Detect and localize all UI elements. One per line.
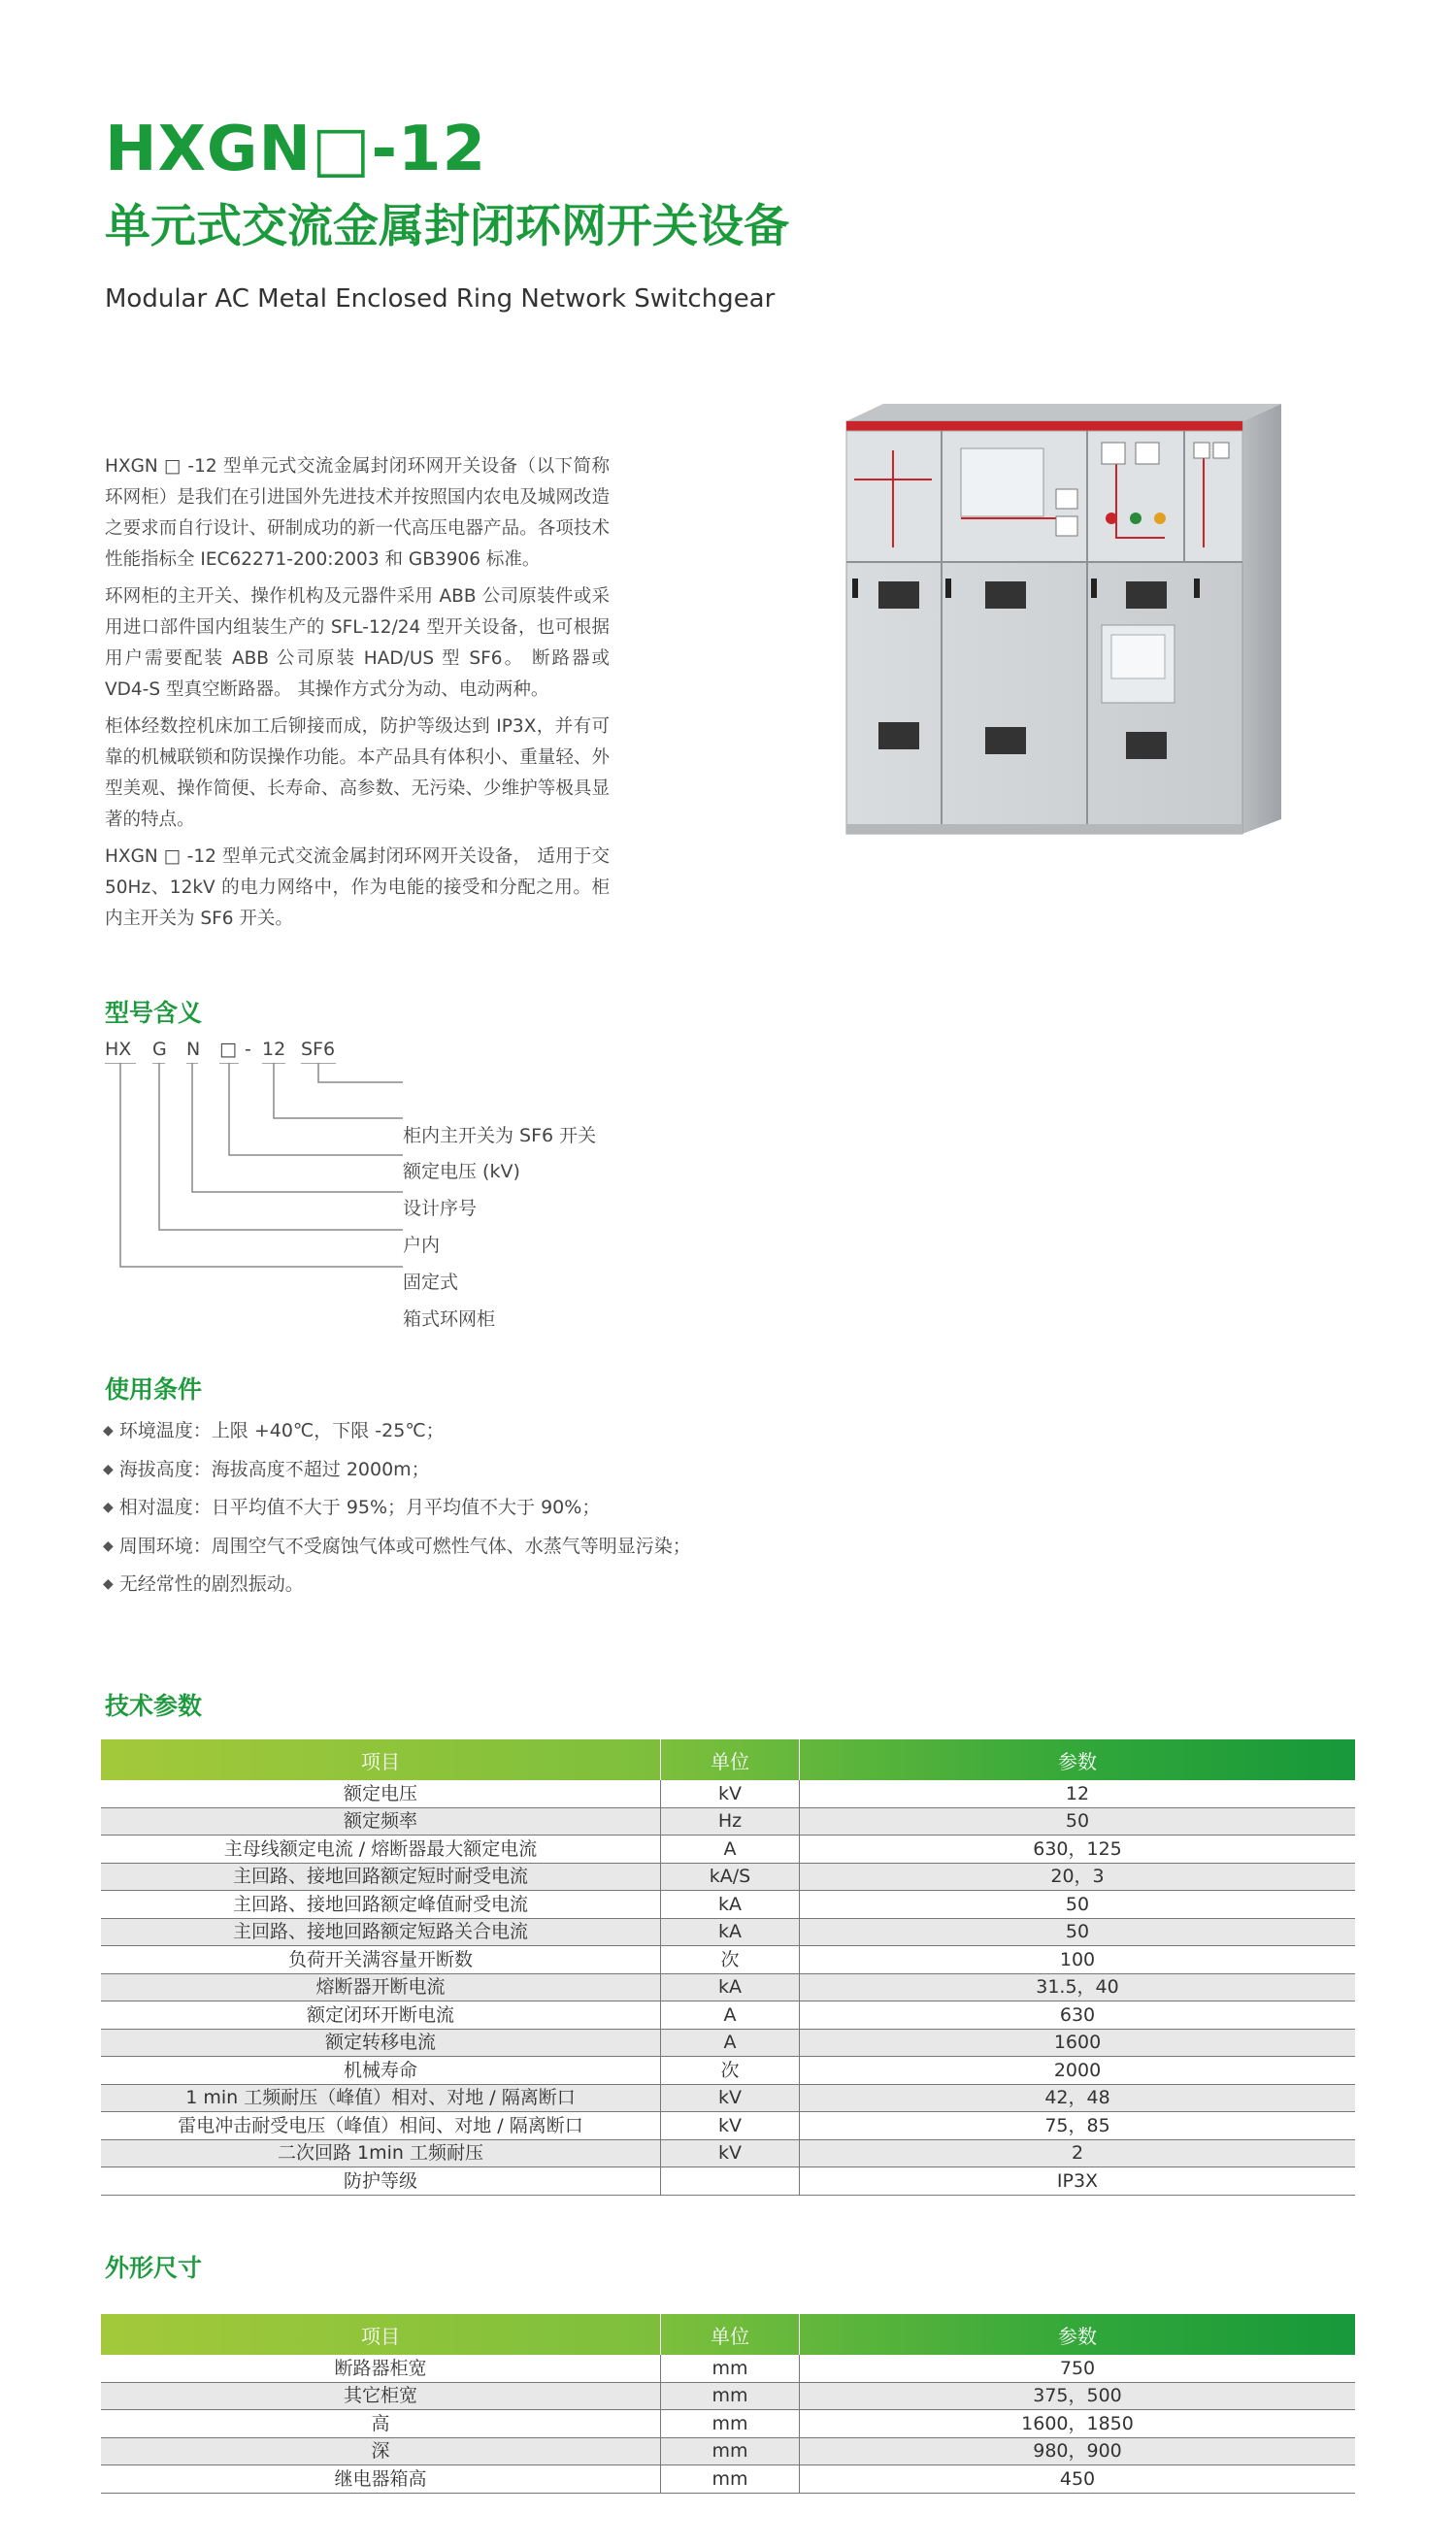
table-row — [101, 2057, 1355, 2085]
bullet-diamond-icon: ◆ — [103, 1576, 114, 1592]
column-header: 单位 — [661, 1739, 800, 1780]
table-cell: 次 — [661, 2057, 800, 2085]
table-row — [101, 2139, 1355, 2167]
table-row — [101, 2112, 1355, 2140]
code-part: HX — [105, 1039, 132, 1060]
table-cell: mm — [661, 2410, 800, 2438]
table-cell: 额定闭环开断电流 — [101, 2001, 661, 2030]
list-item: ◆ 海拔高度：海拔高度不超过 2000m； — [103, 1458, 430, 1480]
code-part: N — [186, 1039, 201, 1060]
table-row — [101, 2410, 1355, 2438]
dimensions-heading: 外形尺寸 — [105, 2254, 203, 2282]
table-cell: 375，500 — [800, 2382, 1356, 2410]
table-row — [101, 1973, 1355, 2001]
tech-params-heading: 技术参数 — [105, 1692, 203, 1720]
table-row — [101, 2382, 1355, 2410]
table-row — [101, 1946, 1355, 1974]
code-part: □ — [219, 1039, 237, 1060]
list-item: ◆ 周围环境：周围空气不受腐蚀气体或可燃性气体、水蒸气等明显污染； — [103, 1535, 691, 1557]
bullet-diamond-icon: ◆ — [103, 1538, 114, 1554]
table-cell: kA — [661, 1973, 800, 2001]
table-cell: 机械寿命 — [101, 2057, 661, 2085]
code-part: G — [152, 1039, 167, 1060]
column-header: 项目 — [361, 2324, 400, 2348]
table-cell: 100 — [800, 1946, 1356, 1974]
table-cell: 主回路、接地回路额定峰值耐受电流 — [101, 1891, 661, 1919]
table-cell: kV — [661, 2139, 800, 2167]
table-cell: 雷电冲击耐受电压（峰值）相间、对地 / 隔离断口 — [101, 2112, 661, 2140]
dimensions-table — [101, 2314, 1355, 2494]
table-row — [101, 1836, 1355, 1864]
table-cell: A — [661, 1836, 800, 1864]
table-cell: Hz — [661, 1807, 800, 1836]
table-row — [101, 2437, 1355, 2465]
column-header: 参数 — [1058, 2324, 1097, 2348]
column-header: 单位 — [661, 2314, 800, 2355]
table-cell: 450 — [800, 2465, 1356, 2494]
table-cell: 42，48 — [800, 2084, 1356, 2112]
table-row — [101, 2355, 1355, 2382]
table-cell: 2 — [800, 2139, 1356, 2167]
table-cell: kA/S — [661, 1863, 800, 1891]
table-cell: 50 — [800, 1807, 1356, 1836]
table-cell: 额定频率 — [101, 1807, 661, 1836]
model-meaning-item: 设计序号 — [403, 1198, 478, 1219]
product-title-en: Modular AC Metal Enclosed Ring Network Switchgear — [105, 284, 776, 314]
model-title: HXGN□-12 — [105, 114, 487, 185]
table-cell: mm — [661, 2437, 800, 2465]
model-meaning-item: 箱式环网柜 — [403, 1308, 496, 1330]
column-header: 参数 — [1058, 1749, 1097, 1773]
table-cell: 熔断器开断电流 — [101, 1973, 661, 2001]
table-cell: 980，900 — [800, 2437, 1356, 2465]
model-meaning-heading: 型号含义 — [105, 999, 203, 1027]
table-cell: 负荷开关满容量开断数 — [101, 1946, 661, 1974]
table-cell: 防护等级 — [101, 2167, 661, 2196]
bullet-diamond-icon: ◆ — [103, 1461, 114, 1477]
table-cell: IP3X — [800, 2167, 1356, 2196]
switchgear-cabinet-image — [835, 392, 1306, 839]
table-cell: 12 — [800, 1780, 1356, 1807]
table-cell — [661, 2167, 800, 2196]
table-row — [101, 1807, 1355, 1836]
column-header: 项目 — [361, 1749, 400, 1773]
table-cell: 额定电压 — [101, 1780, 661, 1807]
intro-paragraph: 环网柜的主开关、操作机构及元器件采用 ABB 公司原装件或采用进口部件国内组装生产的 SFL-12/24 型开关设备，也可根据用户需要配装 ABB 公司原装 HAD/US 型 SF6。 断路器或 VD4-S 型真空断路器。 其操作方式分为动、电动两种。 — [105, 586, 610, 700]
table-cell: 主回路、接地回路额定短路关合电流 — [101, 1918, 661, 1946]
table-cell: mm — [661, 2382, 800, 2410]
table-cell: mm — [661, 2355, 800, 2382]
table-header-row — [101, 2314, 1355, 2355]
intro-paragraph: HXGN □ -12 型单元式交流金属封闭环网开关设备（以下简称环网柜）是我们在引进国外先进技术并按照国内农电及城网改造之要求而自行设计、研制成功的新一代高压电器产品。各项技术性能指标全 IEC62271-200:2003 和 GB3906 标准。 — [105, 456, 610, 570]
table-cell: A — [661, 2029, 800, 2057]
table-cell: 75，85 — [800, 2112, 1356, 2140]
table-row — [101, 1863, 1355, 1891]
table-row — [101, 2084, 1355, 2112]
table-cell: 1 min 工频耐压（峰值）相对、对地 / 隔离断口 — [101, 2084, 661, 2112]
table-cell: kV — [661, 1780, 800, 1807]
code-part: - — [245, 1039, 251, 1060]
table-cell: 次 — [661, 1946, 800, 1974]
tech-params-table — [101, 1739, 1355, 2196]
intro-text — [105, 451, 610, 941]
table-cell: 二次回路 1min 工频耐压 — [101, 2139, 661, 2167]
table-cell: kV — [661, 2084, 800, 2112]
table-cell: 50 — [800, 1891, 1356, 1919]
bullet-diamond-icon: ◆ — [103, 1500, 114, 1515]
table-cell: 主母线额定电流 / 熔断器最大额定电流 — [101, 1836, 661, 1864]
table-cell: A — [661, 2001, 800, 2030]
model-meaning-item: 柜内主开关为 SF6 开关 — [403, 1125, 597, 1146]
table-cell: 750 — [800, 2355, 1356, 2382]
list-item: ◆ 相对温度：日平均值不大于 95%；月平均值不大于 90%； — [103, 1497, 601, 1518]
table-row — [101, 2029, 1355, 2057]
intro-paragraph: 柜体经数控机床加工后铆接而成，防护等级达到 IP3X，并有可靠的机械联锁和防误操作功能。本产品具有体积小、重量轻、外型美观、操作简便、长寿命、高参数、无污染、少维护等极具显著的特点。 — [105, 716, 610, 830]
conditions-list — [103, 1413, 691, 1605]
table-cell: 31.5，40 — [800, 1973, 1356, 2001]
intro-paragraph: HXGN □ -12 型单元式交流金属封闭环网开关设备， 适用于交 50Hz、12kV 的电力网络中，作为电能的接受和分配之用。柜内主开关为 SF6 开关。 — [105, 846, 610, 929]
table-cell: kA — [661, 1891, 800, 1919]
table-row — [101, 1891, 1355, 1919]
table-cell: 20，3 — [800, 1863, 1356, 1891]
table-cell: 主回路、接地回路额定短时耐受电流 — [101, 1863, 661, 1891]
table-header-row — [101, 1739, 1355, 1780]
table-cell: 继电器箱高 — [101, 2465, 661, 2494]
table-cell: 其它柜宽 — [101, 2382, 661, 2410]
model-meaning-item: 户内 — [403, 1235, 441, 1256]
list-item: ◆ 无经常性的剧烈振动。 — [103, 1573, 304, 1595]
table-cell: 50 — [800, 1918, 1356, 1946]
table-cell: 2000 — [800, 2057, 1356, 2085]
model-code-connector-lines — [97, 1063, 408, 1315]
table-cell: 1600，1850 — [800, 2410, 1356, 2438]
table-row — [101, 1918, 1355, 1946]
table-cell: 630，125 — [800, 1836, 1356, 1864]
table-cell: mm — [661, 2465, 800, 2494]
product-title-cn: 单元式交流金属封闭环网开关设备 — [105, 200, 789, 253]
model-meaning-item: 额定电压 (kV) — [403, 1161, 520, 1182]
table-cell: 630 — [800, 2001, 1356, 2030]
table-cell: 1600 — [800, 2029, 1356, 2057]
table-cell: kV — [661, 2112, 800, 2140]
table-cell: 断路器柜宽 — [101, 2355, 661, 2382]
bullet-diamond-icon: ◆ — [103, 1423, 114, 1439]
code-part: 12 — [262, 1039, 286, 1060]
table-cell: 高 — [101, 2410, 661, 2438]
list-item: ◆ 环境温度：上限 +40℃，下限 -25℃； — [103, 1420, 445, 1441]
code-part: SF6 — [301, 1039, 336, 1060]
table-row — [101, 1780, 1355, 1807]
model-meaning-item: 固定式 — [403, 1272, 459, 1293]
table-cell: kA — [661, 1918, 800, 1946]
table-cell: 深 — [101, 2437, 661, 2465]
table-row — [101, 2001, 1355, 2030]
table-row — [101, 2465, 1355, 2494]
table-row — [101, 2167, 1355, 2196]
table-cell: 额定转移电流 — [101, 2029, 661, 2057]
conditions-heading: 使用条件 — [105, 1375, 203, 1404]
